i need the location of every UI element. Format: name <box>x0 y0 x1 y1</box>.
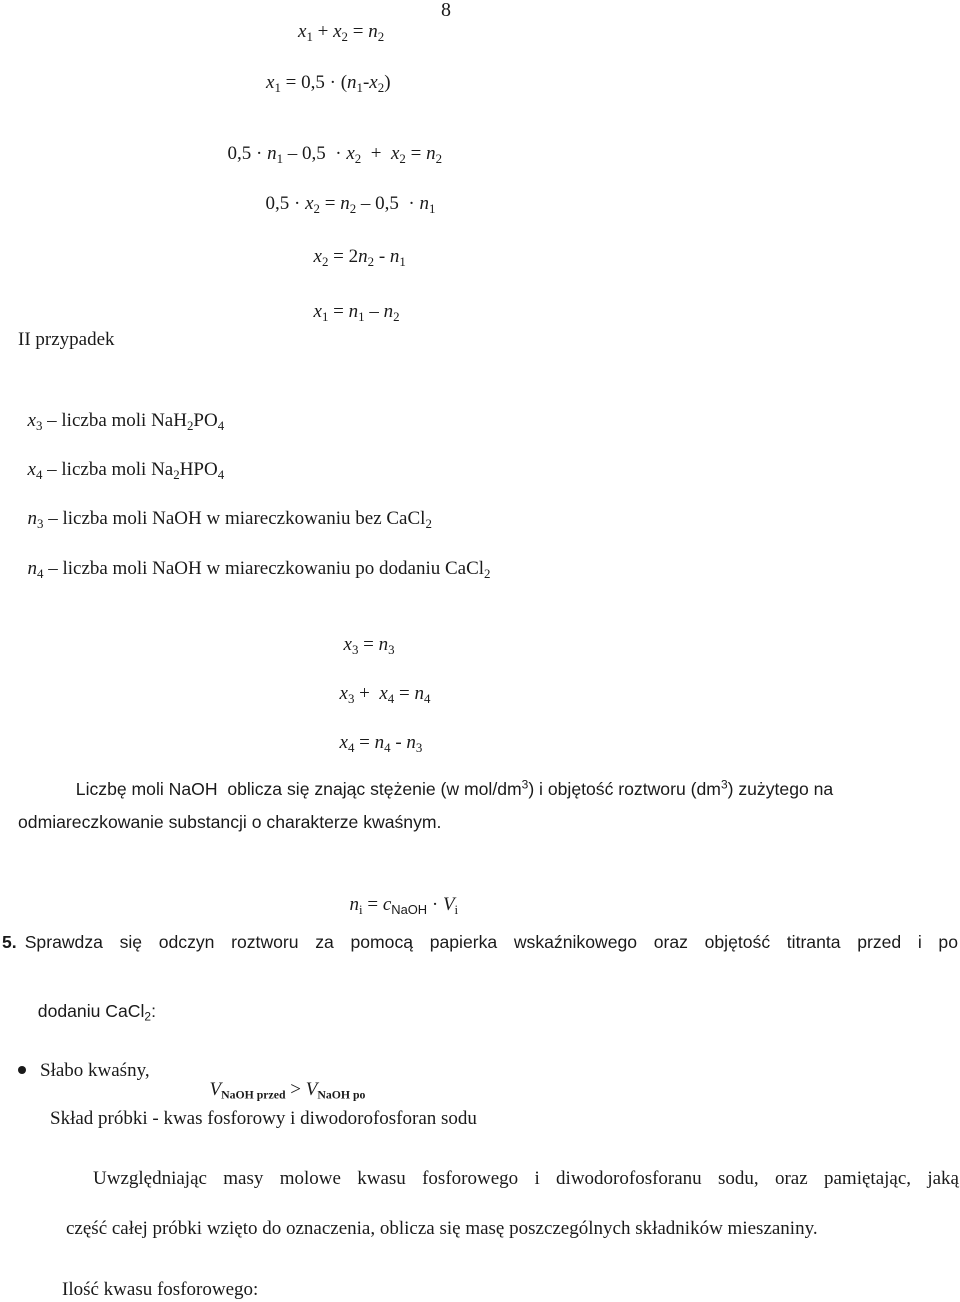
definition-n3: $n_3$ – liczba moli NaOH w miareczkowaniu bez CaCl$_2$ <box>27 508 432 531</box>
phosphoric-acid-amount-label: Ilość kwasu fosforowego: <box>62 1279 259 1300</box>
paragraph-mass-line-2: część całej próbki wzięto do oznaczenia, oblicza się masę poszczególnych składników mieszaniny. <box>66 1218 818 1239</box>
section-number: 5. <box>2 932 17 952</box>
dot: · <box>256 143 263 164</box>
definition-x4: $x_4$ – liczba moli $Na_2HPO_4$ <box>27 459 225 482</box>
section-5-line-2: dodaniu CaCl$_2$: <box>37 1000 156 1024</box>
bullet-formula: $V_{NaOH przed} > V_{NaOH po}$ <box>209 1079 366 1102</box>
equation-3: $0,5 \cdot n_1 - 0,5 \cdot x_2 + x_2 = n_2$ <box>227 143 443 166</box>
paragraph-moles-line-1: Liczbę moli NaOH oblicza się znając stężenie (w mol/$dm^3$) i objętość roztworu $(dm^3)$ zużytego na <box>75 777 834 799</box>
equation-2: $x_1 = 0,5 \cdot (n_1-x_2)$ <box>266 72 391 95</box>
composition-text: Skład próbki - kwas fosforowy i diwodorofosforan sodu <box>50 1108 477 1129</box>
paragraph-mass-line-1: Uwzględniając masy molowe kwasu fosforowego i diwodorofosforanu sodu, oraz pamiętając, jaką <box>93 1168 959 1189</box>
bullet-label: Słabo kwaśny, <box>40 1060 150 1081</box>
case-title: II przypadek <box>18 329 115 350</box>
definition-n4: $n_4$ – liczba moli NaOH w miareczkowaniu po dodaniu CaCl$_2$ <box>27 558 491 581</box>
section-5-line-1 <box>2 934 958 952</box>
bullet-icon <box>18 1066 26 1074</box>
equation-5: $x_2 = 2n_2 - n_1$ <box>313 246 406 269</box>
section-5-text: Sprawdza się odczyn roztworu za pomocą papierka wskaźnikowego oraz objętość titranta przed i po <box>24 932 958 952</box>
equation-4: $0,5 \cdot x_2 = n_2 - 0,5 \cdot n_1$ <box>265 193 436 216</box>
equation-9: $x_4 = n_4 - n_3$ <box>339 732 423 755</box>
equation-7: $x_3 = n_3$ <box>343 634 395 657</box>
equation-1: $x_1 + x_2 = n_2$ <box>298 21 385 44</box>
equation-ni: $n_i = c_{NaOH} \cdot V_i$ <box>349 894 459 917</box>
equation-8: $x_3 + x_4 = n_4$ <box>339 683 431 706</box>
paragraph-moles-line-2: odmiareczkowanie substancji o charakterze kwaśnym. <box>18 812 442 832</box>
definition-x3: $x_3$ – liczba moli $NaH_2PO_4$ <box>27 410 225 433</box>
page-number: 8 <box>441 0 451 21</box>
equation-6: $x_1 = n_1 - n_2$ <box>313 301 400 324</box>
